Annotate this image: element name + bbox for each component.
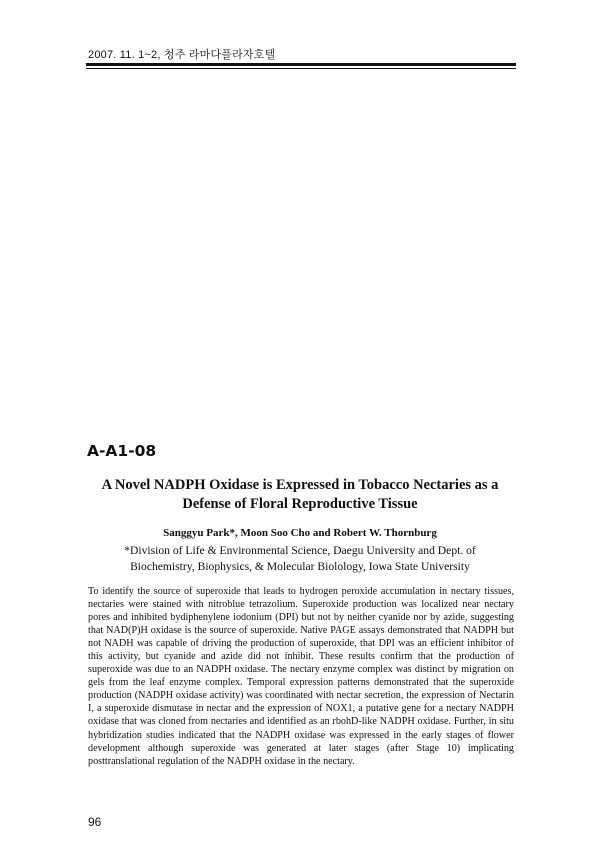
running-header: 2007. 11. 1~2, 청주 라마다플라자호텔	[88, 49, 276, 61]
abstract-code: A-A1-08	[87, 442, 157, 460]
title-line-2: Defense of Floral Reproductive Tissue	[182, 496, 418, 512]
paper-title	[88, 476, 512, 514]
affiliation-line-2: Biochemistry, Biophysics, & Molecular Biolology, Iowa State University	[130, 560, 470, 573]
affiliation	[88, 543, 512, 575]
page-number: 96	[88, 815, 102, 829]
header-rule-thick	[86, 63, 516, 66]
title-line-1: A Novel NADPH Oxidase is Expressed in Tobacco Nectaries as a	[101, 477, 499, 493]
affiliation-line-1: *Division of Life & Environmental Science, Daegu University and Dept. of	[124, 544, 476, 557]
authors: Sanggyu Park*, Moon Soo Cho and Robert W. Thornburg	[163, 527, 437, 539]
abstract-body: To identify the source of superoxide that leads to hydrogen peroxide accumulation in nectary tissues, nectaries were stained with nitroblue tetrazolium. Superoxide production was localized near nectary pores and inhibited bydiphenylene iodonium (DPI) but not by neither cyanide nor by azide, suggesting that NAD(P)H oxidase is the source of superoxide. Native PAGE assays demonstrated that NADPH but not NADH was capable of driving the production of superoxide, that DPI was an efficient inhibitor of this activity, but cyanide and azide did not inhibit. These results confirm that the production of superoxide was due to an NADPH oxidase. The nectary enzyme complex was distinct by migration on gels from the leaf enzyme complex. Temporal expression patterns demonstrated that the superoxide production (NADPH oxidase activity) was coordinated with nectar secretion, the expression of Nectarin I, a superoxide dismutase in nectar and the expression of NOX1, a putative gene for a nectary NADPH oxidase that was cloned from nectaries and identified as an rbohD-like NADPH oxidase. Further, in situ hybridization studies indicated that the NADPH oxidase was expressed in the early stages of flower development although superoxide was generated at later stages (after Stage 10) implicating posttranslational regulation of the NADPH oxidase in the nectary.	[88, 586, 514, 767]
header-rule-thin	[86, 68, 516, 69]
